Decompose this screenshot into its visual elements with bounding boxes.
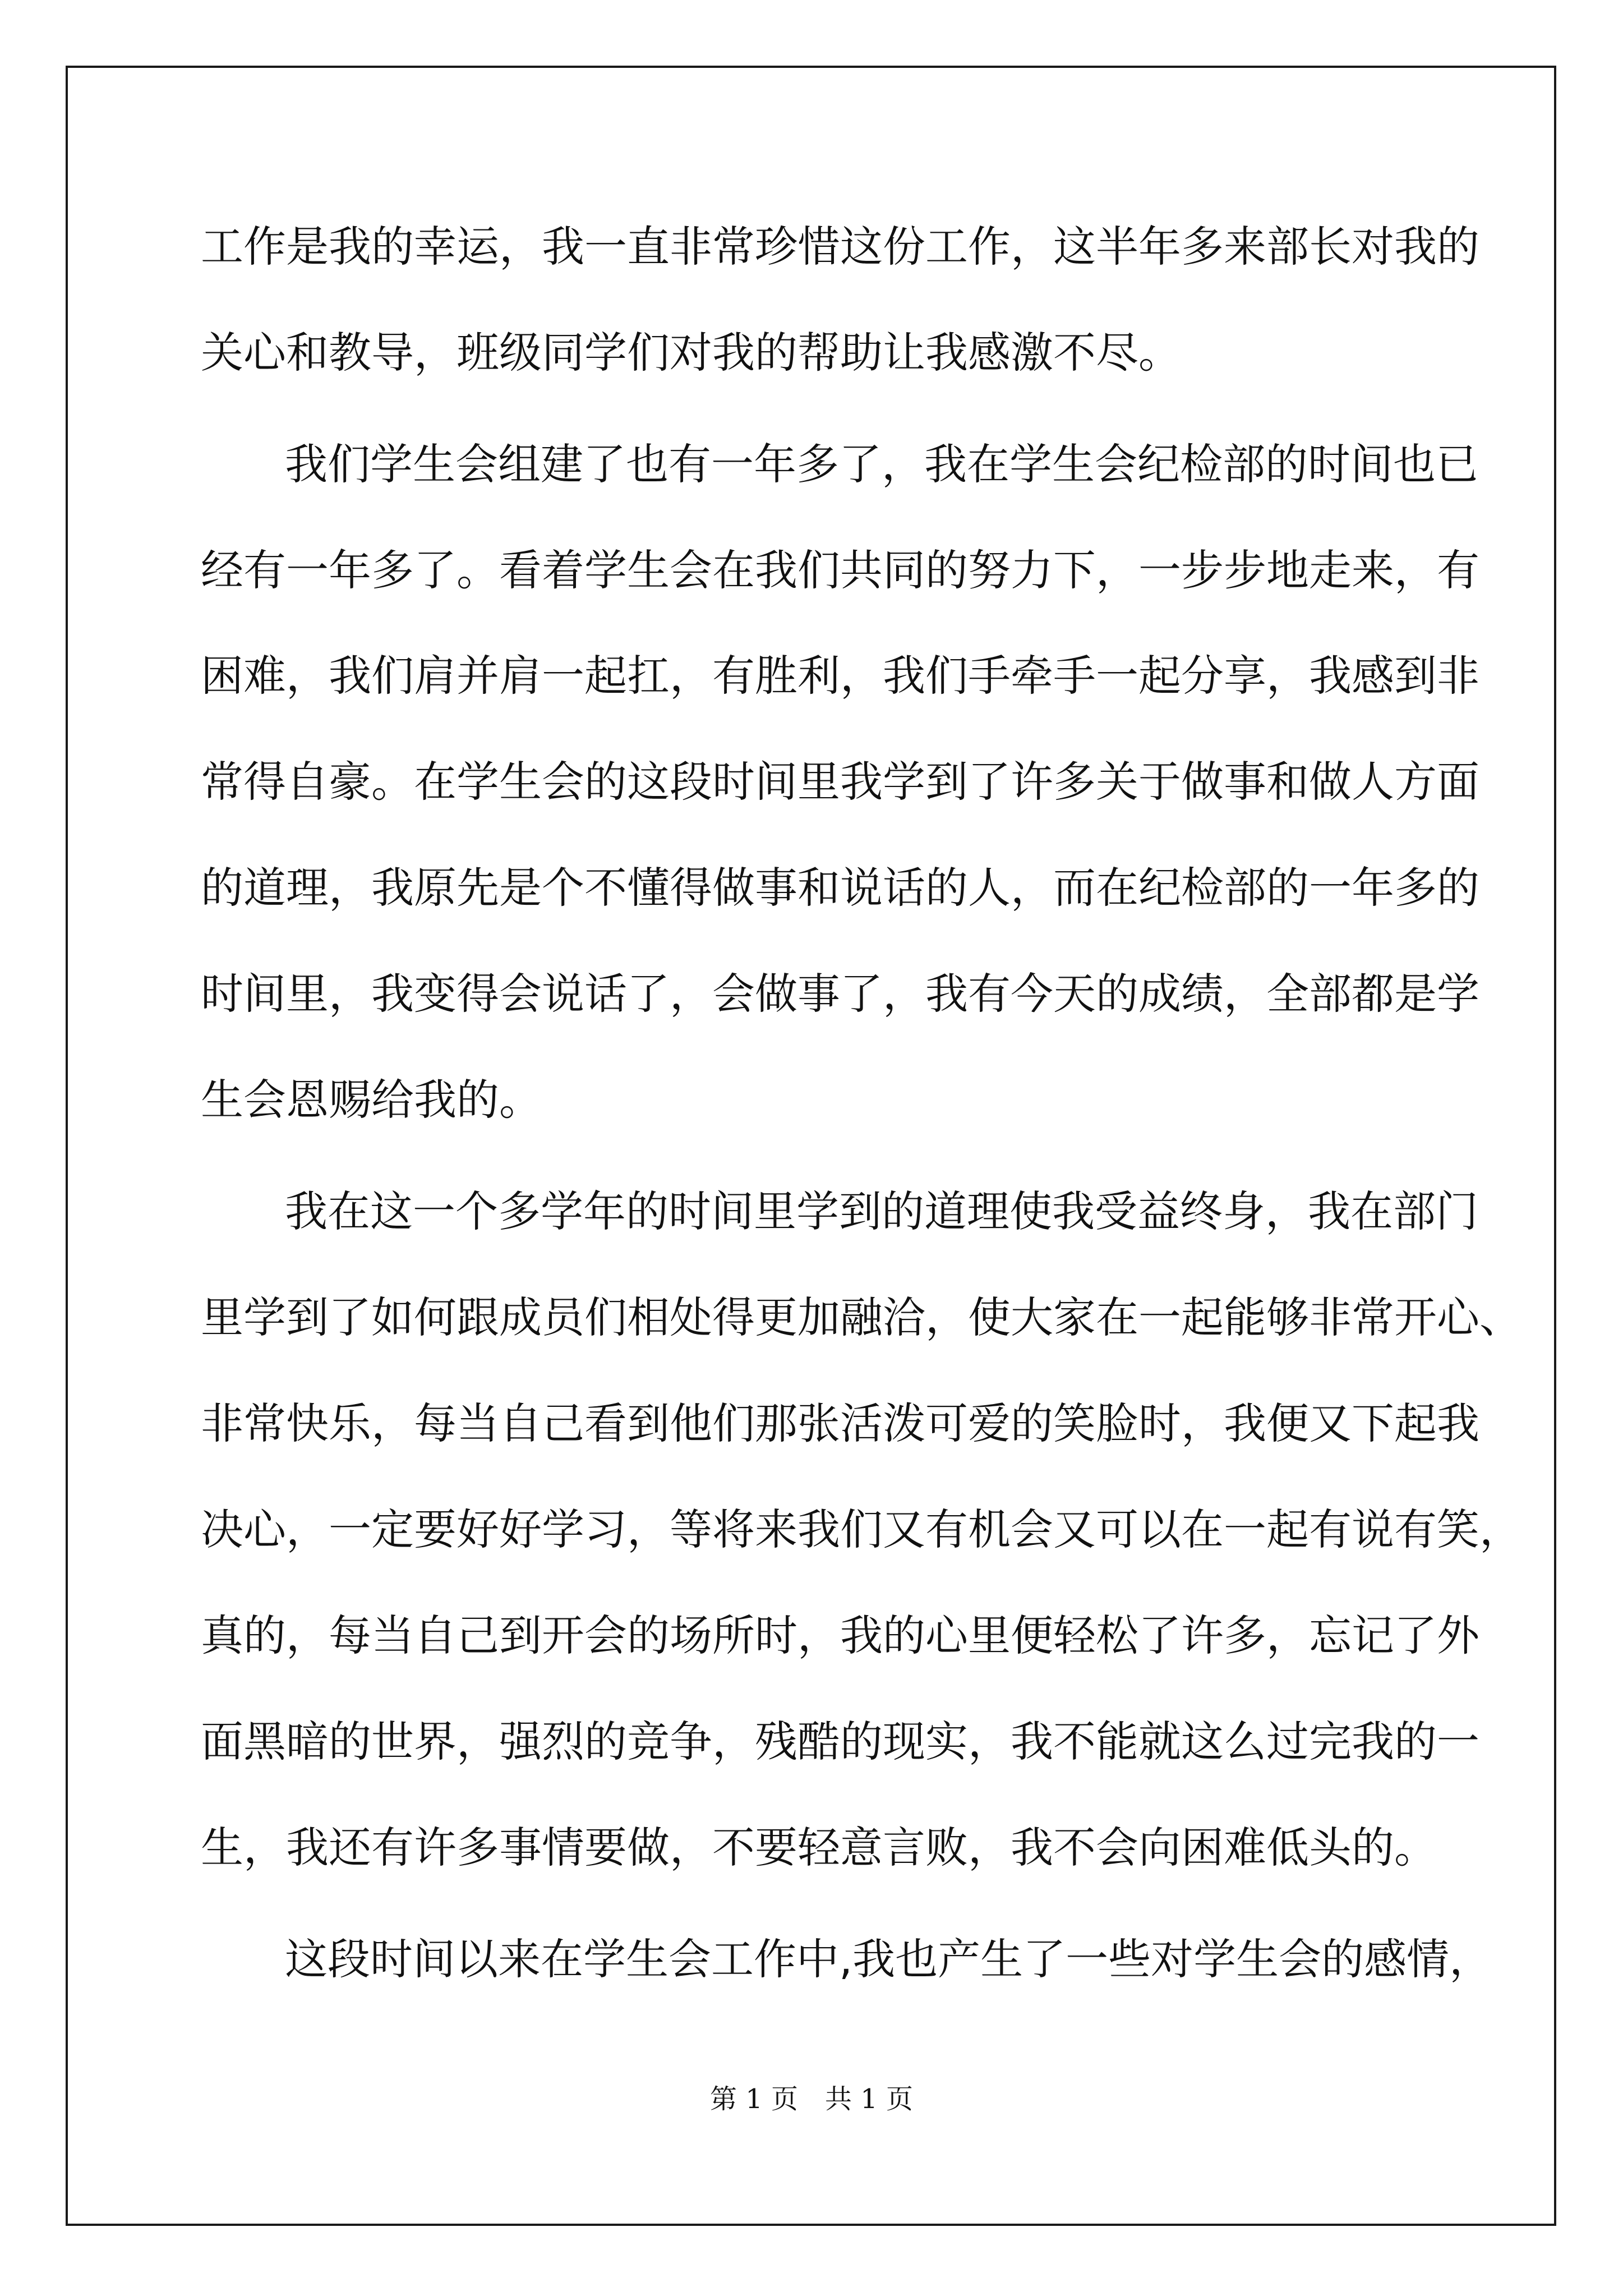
text-line: 困难，我们肩并肩一起扛，有胜利，我们手牵手一起分享，我感到非 bbox=[201, 651, 1479, 701]
text-line: 常得自豪。在学生会的这段时间里我学到了许多关于做事和做人方面 bbox=[201, 757, 1479, 807]
page-border bbox=[66, 66, 1556, 2226]
text-line: 工作是我的幸运，我一直非常珍惜这份工作，这半年多来部长对我的 bbox=[201, 222, 1479, 272]
text-line: 面黑暗的世界，强烈的竞争，残酷的现实，我不能就这么过完我的一 bbox=[201, 1717, 1479, 1766]
text-line: 里学到了如何跟成员们相处得更加融洽，使大家在一起能够非常开心、 bbox=[201, 1292, 1522, 1342]
text-line: 关心和教导，班级同学们对我的帮助让我感激不尽。 bbox=[201, 328, 1181, 378]
page-number-footer: 第 1 页 共 1 页 bbox=[709, 2083, 914, 2115]
text-line: 的道理，我原先是个不懂得做事和说话的人，而在纪检部的一年多的 bbox=[201, 863, 1479, 913]
text-line: 决心，一定要好好学习，等将来我们又有机会又可以在一起有说有笑， bbox=[201, 1504, 1522, 1554]
text-line: 生，我还有许多事情要做，不要轻意言败，我不会向困难低头的。 bbox=[201, 1823, 1437, 1872]
paragraph-first-line: 我在这一个多学年的时间里学到的道理使我受益终身，我在部门 bbox=[285, 1186, 1478, 1236]
paragraph-first-line: 我们学生会组建了也有一年多了，我在学生会纪检部的时间也已 bbox=[285, 439, 1478, 489]
paragraph-first-line: 这段时间以来在学生会工作中,我也产生了一些对学生会的感情， bbox=[285, 1934, 1492, 1984]
text-line: 真的，每当自己到开会的场所时，我的心里便轻松了许多，忘记了外 bbox=[201, 1611, 1479, 1660]
text-line: 时间里，我变得会说话了，会做事了，我有今天的成绩，全部都是学 bbox=[201, 969, 1479, 1019]
text-line: 生会恩赐给我的。 bbox=[201, 1075, 542, 1125]
text-line: 非常快乐，每当自己看到他们那张活泼可爱的笑脸时，我便又下起我 bbox=[201, 1398, 1479, 1448]
text-line: 经有一年多了。看着学生会在我们共同的努力下，一步步地走来，有 bbox=[201, 545, 1479, 595]
